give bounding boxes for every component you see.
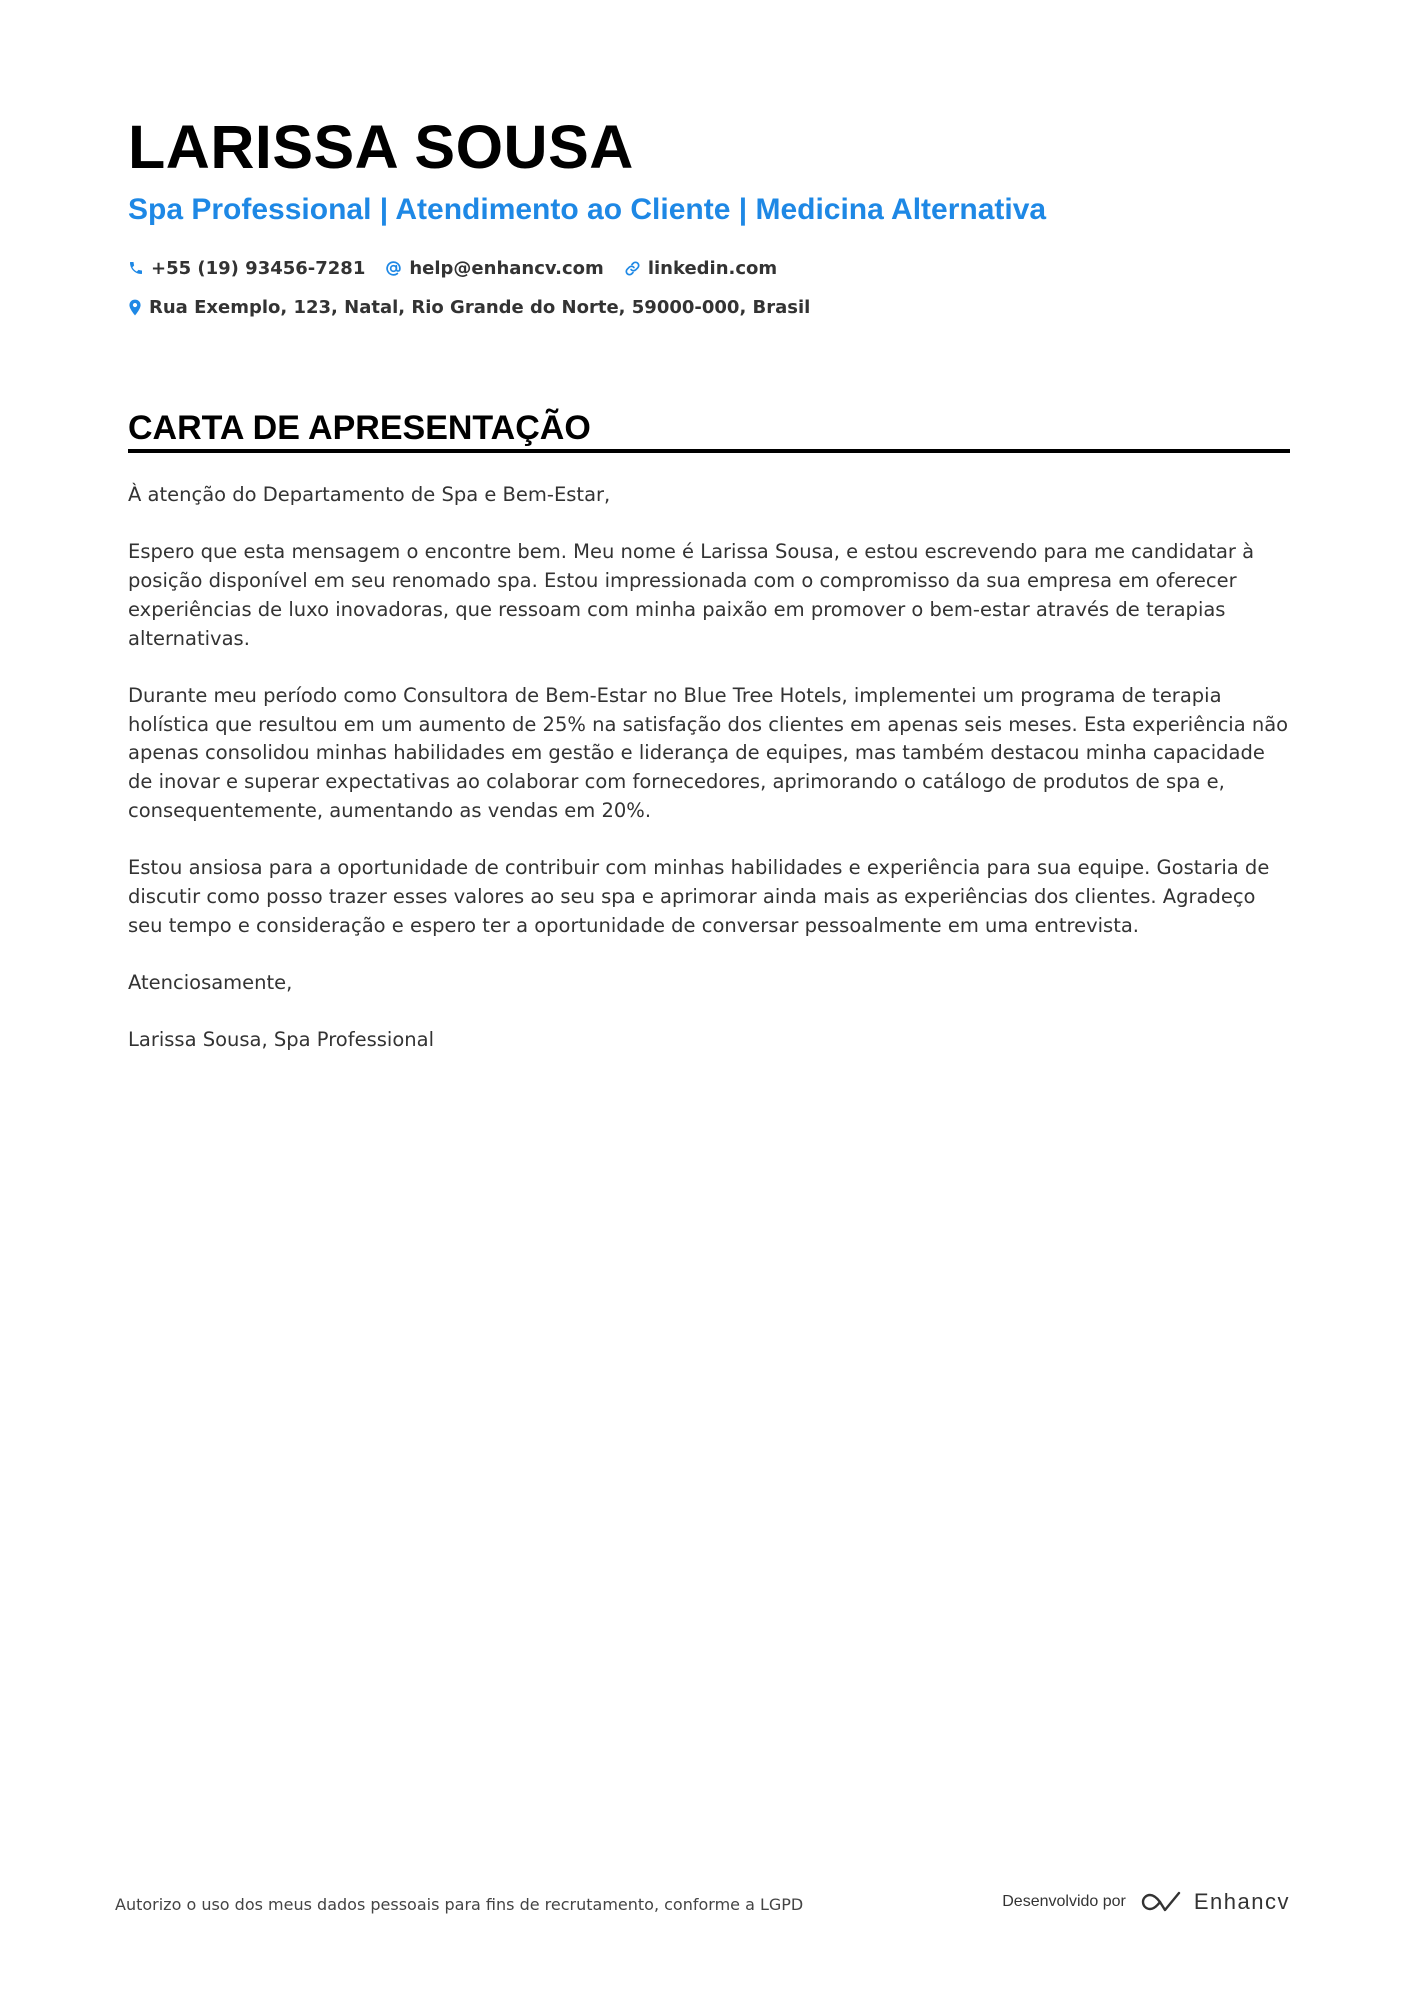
phone-icon bbox=[128, 260, 144, 276]
letter-paragraph: Estou ansiosa para a oportunidade de contribuir com minhas habilidades e experiência para sua equipe. Gostaria de discutir como posso trazer esses valores ao seu spa e aprimorar ainda mais as experiências dos clientes. Agradeço seu tempo e consideração e espero ter a oportunidade de conversar pessoalmente em uma entrevista. bbox=[128, 856, 1270, 937]
letter-paragraph: Espero que esta mensagem o encontre bem. Meu nome é Larissa Sousa, e estou escrevendo para me candidatar à posição disponível em seu renomado spa. Estou impressionada com o compromisso da sua empresa em oferecer experiências de luxo inovadoras, que ressoam com minha paixão em promover o bem-estar através de terapias alternativas. bbox=[128, 540, 1255, 650]
at-icon bbox=[385, 260, 402, 277]
candidate-headline: Spa Professional | Atendimento ao Cliente | Medicina Alternativa bbox=[128, 193, 1047, 226]
letter-salutation: À atenção do Departamento de Spa e Bem-Estar, bbox=[128, 483, 611, 506]
address-text: Rua Exemplo, 123, Natal, Rio Grande do Norte, 59000-000, Brasil bbox=[149, 296, 811, 318]
contact-address bbox=[128, 297, 810, 318]
location-pin-icon bbox=[128, 299, 142, 316]
contact-row-primary bbox=[128, 253, 777, 283]
enhancv-brand[interactable] bbox=[1138, 1889, 1290, 1915]
linkedin-link[interactable]: linkedin.com bbox=[647, 257, 778, 279]
consent-note: Autorizo o uso dos meus dados pessoais para fins de recrutamento, conforme a LGPD bbox=[115, 1895, 804, 1914]
letter-body bbox=[128, 481, 1293, 1084]
brand-name: Enhancv bbox=[1193, 1889, 1290, 1914]
section-title: CARTA DE APRESENTAÇÃO bbox=[128, 409, 591, 447]
letter-signature: Larissa Sousa, Spa Professional bbox=[128, 1028, 434, 1052]
section-divider bbox=[128, 449, 1290, 453]
contact-row-address bbox=[128, 292, 810, 322]
letter-paragraph: Durante meu período como Consultora de Bem-Estar no Blue Tree Hotels, implementei um programa de terapia holística que resultou em um aumento de 25% na satisfação dos clientes em apenas seis meses. Esta experiência não apenas consolidou minhas habilidades em gestão e liderança de equipes, mas também destacou minha capacidade de inovar e superar expectativas ao colaborar com fornecedores, aprimorando o catálogo de produtos de spa e, consequentemente, aumentando as vendas em 20%. bbox=[128, 683, 1289, 822]
powered-by-label: Desenvolvido por bbox=[1002, 1893, 1126, 1910]
contact-phone bbox=[128, 258, 365, 279]
link-icon bbox=[624, 260, 641, 277]
enhancv-logo-icon bbox=[1138, 1890, 1184, 1914]
contact-email[interactable] bbox=[385, 258, 603, 279]
letter-closing: Atenciosamente, bbox=[128, 970, 293, 994]
contact-linkedin[interactable] bbox=[624, 258, 777, 279]
email-address[interactable]: help@enhancv.com bbox=[409, 257, 604, 279]
candidate-name: LARISSA SOUSA bbox=[128, 113, 634, 181]
phone-number: +55 (19) 93456-7281 bbox=[151, 257, 366, 279]
powered-by[interactable] bbox=[1002, 1889, 1290, 1915]
